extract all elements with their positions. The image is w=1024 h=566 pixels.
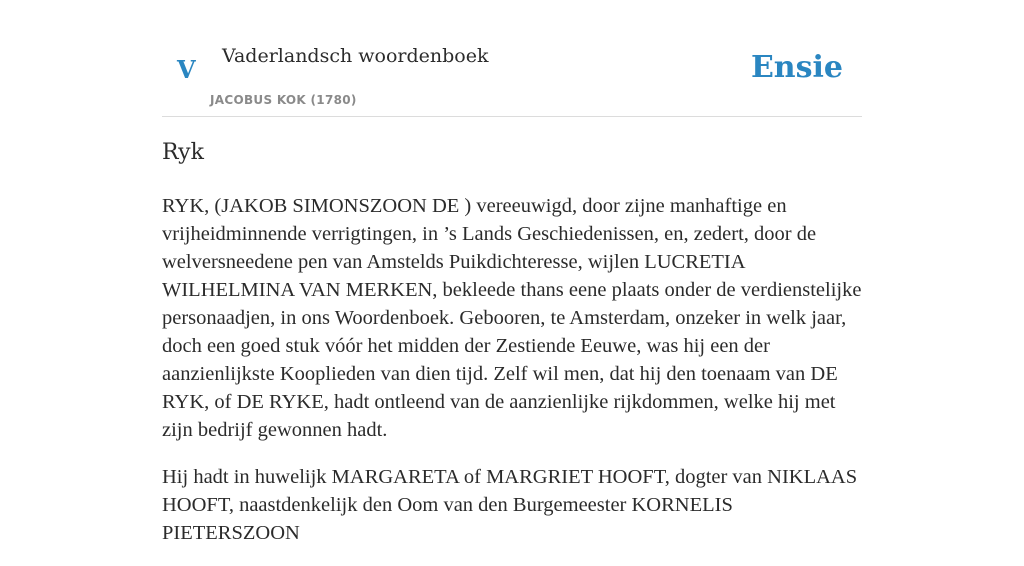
book-title-link[interactable]: Vaderlandsch woordenboek [222, 45, 489, 67]
book-letter-badge[interactable]: V [177, 55, 196, 84]
book-author: JACOBUS KOK (1780) [210, 93, 357, 107]
entry-paragraph: Hij hadt in huwelijk MARGARETA of MARGRIET HOOFT, dogter van NIKLAAS HOOFT, naastdenkelijk den Oom van den Burgemeester KORNELIS PIETERSZOON [162, 466, 858, 544]
page [162, 0, 862, 544]
ensie-logo[interactable]: Ensie [750, 50, 843, 85]
header [162, 0, 862, 117]
entry-content [162, 192, 862, 566]
entry-paragraph: RYK, (JAKOB SIMONSZOON DE ) vereeuwigd, door zijne manhaftige en vrijheidminnende verrigtingen, in ’s Lands Geschiedenissen, en, zedert, door de welversneedene pen van Amstelds Puikdichteresse, wijlen LUCRETIA WILHELMINA VAN MERKEN, bekleede thans eene plaats onder de verdienstelijke personaadjen, in ons Woordenboek. Gebooren, te Amsterdam, onzeker in welk jaar, doch een goed stuk vóór het midden der Zestiende Eeuwe, was hij een der aanzienlijkste Kooplieden van dien tijd. Zelf wil men, dat hij den toenaam van DE RYK, of DE RYKE, hadt ontleend van de aanzienlijke rijkdommen, welke hij met zijn bedrijf gewonnen hadt. [162, 195, 862, 441]
entry-title: Ryk [162, 140, 204, 165]
